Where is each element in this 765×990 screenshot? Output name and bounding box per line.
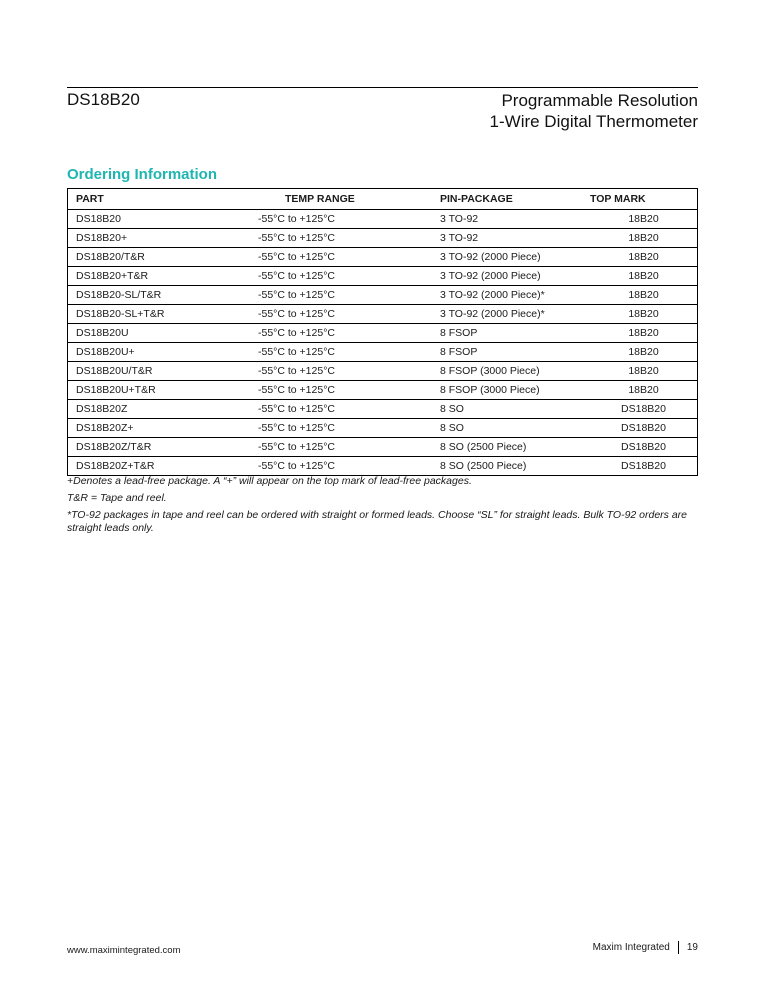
cell-top-mark: DS18B20	[590, 419, 698, 438]
footer-url: www.maximintegrated.com	[67, 945, 181, 956]
cell-pin-package: 8 SO (2500 Piece)	[440, 457, 590, 476]
section-title: Ordering Information	[67, 166, 217, 183]
cell-top-mark: DS18B20	[590, 457, 698, 476]
cell-part: DS18B20U+	[68, 343, 259, 362]
cell-top-mark: DS18B20	[590, 438, 698, 457]
cell-part: DS18B20Z+T&R	[68, 457, 259, 476]
table-row	[68, 248, 698, 267]
footer-page-number: 19	[686, 942, 698, 953]
cell-part: DS18B20/T&R	[68, 248, 259, 267]
table-header-row	[68, 189, 698, 210]
cell-pin-package: 8 FSOP	[440, 324, 590, 343]
footer-company: Maxim Integrated	[592, 942, 670, 953]
cell-temp-range: -55°C to +125°C	[258, 286, 440, 305]
cell-part: DS18B20U	[68, 324, 259, 343]
cell-temp-range: -55°C to +125°C	[258, 229, 440, 248]
document-title-line2: 1-Wire Digital Thermometer	[489, 112, 698, 131]
cell-pin-package: 3 TO-92	[440, 210, 590, 229]
cell-part: DS18B20-SL+T&R	[68, 305, 259, 324]
cell-top-mark: 18B20	[590, 286, 698, 305]
cell-temp-range: -55°C to +125°C	[258, 305, 440, 324]
cell-top-mark: 18B20	[590, 324, 698, 343]
table-row	[68, 267, 698, 286]
table-row	[68, 381, 698, 400]
cell-top-mark: DS18B20	[590, 400, 698, 419]
table-row	[68, 400, 698, 419]
cell-part: DS18B20U+T&R	[68, 381, 259, 400]
cell-pin-package: 3 TO-92 (2000 Piece)*	[440, 305, 590, 324]
cell-top-mark: 18B20	[590, 248, 698, 267]
cell-top-mark: 18B20	[590, 210, 698, 229]
ordering-table	[67, 188, 698, 476]
cell-part: DS18B20-SL/T&R	[68, 286, 259, 305]
footer-page-info	[593, 941, 698, 954]
table-row	[68, 305, 698, 324]
cell-top-mark: 18B20	[590, 362, 698, 381]
table-row	[68, 362, 698, 381]
cell-pin-package: 3 TO-92 (2000 Piece)	[440, 248, 590, 267]
column-header-part: PART	[68, 189, 259, 210]
note-to92-leads: *TO-92 packages in tape and reel can be ordered with straight or formed leads. Choose “SL” for straight leads. Bulk TO-92 orders are straight leads only.	[67, 509, 688, 534]
cell-part: DS18B20+	[68, 229, 259, 248]
cell-part: DS18B20Z/T&R	[68, 438, 259, 457]
cell-temp-range: -55°C to +125°C	[258, 362, 440, 381]
cell-top-mark: 18B20	[590, 267, 698, 286]
cell-top-mark: 18B20	[590, 343, 698, 362]
cell-temp-range: -55°C to +125°C	[258, 381, 440, 400]
cell-temp-range: -55°C to +125°C	[258, 457, 440, 476]
table-row	[68, 419, 698, 438]
cell-top-mark: 18B20	[590, 305, 698, 324]
column-header-top-mark: TOP MARK	[590, 189, 698, 210]
cell-temp-range: -55°C to +125°C	[258, 267, 440, 286]
cell-pin-package: 3 TO-92 (2000 Piece)	[440, 267, 590, 286]
footer-divider	[678, 941, 679, 954]
table-row	[68, 324, 698, 343]
header-rule	[67, 87, 698, 88]
cell-pin-package: 8 SO	[440, 419, 590, 438]
cell-pin-package: 8 SO (2500 Piece)	[440, 438, 590, 457]
table-row	[68, 286, 698, 305]
cell-top-mark: 18B20	[590, 381, 698, 400]
table-row	[68, 438, 698, 457]
cell-temp-range: -55°C to +125°C	[258, 210, 440, 229]
cell-pin-package: 3 TO-92	[440, 229, 590, 248]
table-row	[68, 210, 698, 229]
column-header-pin-package: PIN-PACKAGE	[440, 189, 590, 210]
cell-pin-package: 8 FSOP	[440, 343, 590, 362]
cell-pin-package: 3 TO-92 (2000 Piece)*	[440, 286, 590, 305]
note-tape-reel: T&R = Tape and reel.	[67, 492, 167, 504]
cell-part: DS18B20U/T&R	[68, 362, 259, 381]
table-row	[68, 457, 698, 476]
document-title-line1: Programmable Resolution	[501, 91, 698, 110]
cell-top-mark: 18B20	[590, 229, 698, 248]
part-number-heading: DS18B20	[67, 90, 140, 109]
document-title	[490, 90, 698, 132]
cell-temp-range: -55°C to +125°C	[258, 343, 440, 362]
cell-part: DS18B20	[68, 210, 259, 229]
cell-pin-package: 8 FSOP (3000 Piece)	[440, 381, 590, 400]
table-row	[68, 229, 698, 248]
table-body	[68, 210, 698, 476]
cell-temp-range: -55°C to +125°C	[258, 248, 440, 267]
cell-part: DS18B20+T&R	[68, 267, 259, 286]
table-notes	[67, 475, 698, 539]
cell-temp-range: -55°C to +125°C	[258, 438, 440, 457]
cell-temp-range: -55°C to +125°C	[258, 324, 440, 343]
table-row	[68, 343, 698, 362]
cell-temp-range: -55°C to +125°C	[258, 400, 440, 419]
cell-pin-package: 8 FSOP (3000 Piece)	[440, 362, 590, 381]
cell-pin-package: 8 SO	[440, 400, 590, 419]
cell-part: DS18B20Z	[68, 400, 259, 419]
cell-temp-range: -55°C to +125°C	[258, 419, 440, 438]
note-lead-free: +Denotes a lead-free package. A “+” will appear on the top mark of lead-free packages.	[67, 475, 472, 487]
cell-part: DS18B20Z+	[68, 419, 259, 438]
column-header-temp-range: TEMP RANGE	[258, 189, 440, 210]
